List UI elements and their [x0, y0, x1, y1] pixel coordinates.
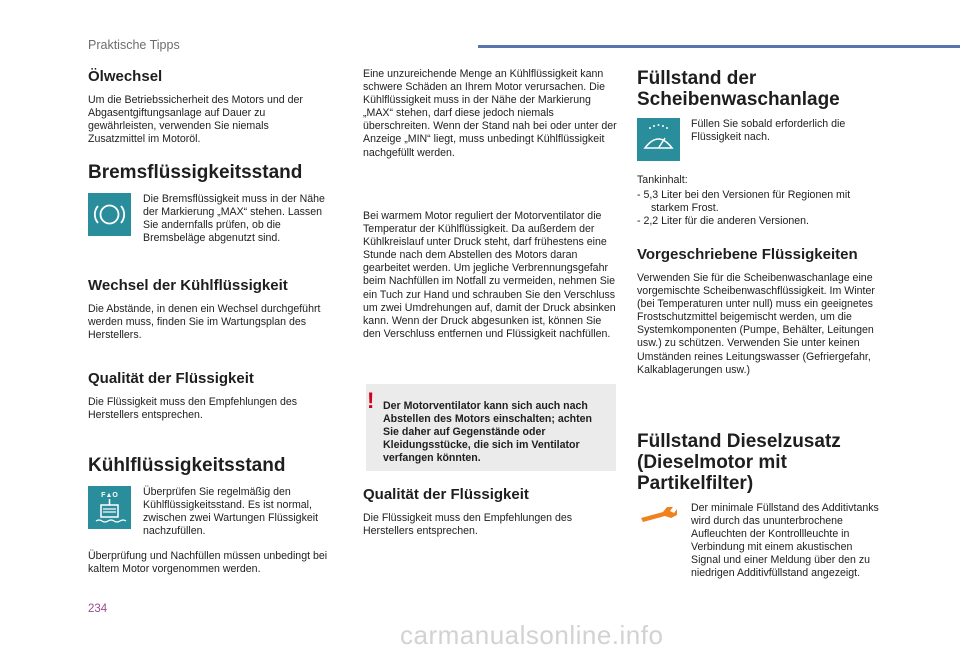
svg-text:F▲O: F▲O — [101, 492, 118, 499]
prescribed-fluids-heading: Vorgeschriebene Flüssigkeiten — [637, 246, 858, 263]
brake-fluid-heading: Bremsflüssigkeitsstand — [88, 162, 303, 183]
list-item: - 2,2 Liter für die anderen Versionen. — [637, 215, 809, 228]
diesel-additive-text: Der minimale Füllstand des Additivtanks wird durch das ununterbrochene Aufleuchten der Kontrollleuchte in Verbindung mit einem akustischen Signal und einer Meldung über den zu niedrigen Additivfüllstand angezeigt. — [691, 502, 879, 580]
brake-fluid-icon — [88, 193, 131, 236]
header-accent-bar — [478, 45, 960, 48]
washer-heading-line-1: Füllstand der — [637, 68, 757, 89]
coolant-change-text: Die Abstände, in denen ein Wechsel durchgeführt werden muss, finden Sie im Wartungsplan des Herstellers. — [88, 303, 321, 342]
oil-change-text: Um die Betriebssicherheit des Motors und der Abgasentgiftungsanlage auf Dauer zu gewährleisten, verwenden Sie niemals Zusatzmittel im Motoröl. — [88, 94, 303, 146]
diesel-additive-heading-line-2: (Dieselmotor mit — [637, 452, 787, 473]
coolant-hot-engine-para: Bei warmem Motor reguliert der Motorventilator die Temperatur der Kühlflüssigkeit. Da außerdem der Kühlkreislauf unter Druck steht, darf frühestens eine Stunde nach dem Abstellen des Motors daran gearbeitet werden. Um jegliche Verbrennungsgefahr beim Nachfüllen im Notfall zu vermeiden, nehmen Sie ein Tuch zur Hand und schrauben Sie den Verschluss um zwei Umdrehungen auf, damit der Druck absinken kann. Wenn der Druck abgesunken ist, können Sie den Verschluss entfernen und Flüssigkeit nachfüllen. — [363, 210, 616, 340]
washer-fluid-icon — [637, 118, 680, 161]
page-number: 234 — [88, 603, 108, 615]
quality-text-2: Die Flüssigkeit muss den Empfehlungen des Herstellers entsprechen. — [363, 512, 573, 538]
oil-change-heading: Ölwechsel — [88, 68, 163, 85]
diesel-additive-heading-line-1: Füllstand Dieselzusatz — [637, 431, 841, 452]
quality-heading-2: Qualität der Flüssigkeit — [363, 486, 529, 503]
section-label: Praktische Tipps — [88, 38, 180, 52]
coolant-level-icon — [88, 486, 131, 529]
list-item: - 5,3 Liter bei den Versionen für Regionen mit starkem Frost. — [637, 189, 851, 215]
prescribed-fluids-text: Verwenden Sie für die Scheibenwaschanlage eine vorgemischte Scheibenwaschflüssigkeit. Im Winter (bei Temperaturen unter null) muss ein geeignetes Frostschutzmittel beigemischt werden, um die Systemkomponenten (Pumpe, Behälter, Leitungen usw.) zu schützen. Verwenden Sie unter keinen Umständen reines Leitungswasser (Gefriergefahr, Kalkablagerungen usw.) — [637, 272, 875, 376]
quality-text-1: Die Flüssigkeit muss den Empfehlungen des Herstellers entsprechen. — [88, 396, 298, 422]
diesel-additive-heading-line-3: Partikelfilter) — [637, 473, 754, 494]
tank-capacity-label: Tankinhalt: — [637, 174, 688, 186]
warning-text: Der Motorventilator kann sich auch nach Abstellen des Motors einschalten; achten Sie daher auf Gegenstände oder Kleidungsstücke, die sich im Ventilator verfangen könnten. — [383, 399, 592, 464]
washer-heading-line-2: Scheibenwaschanlage — [637, 89, 840, 110]
watermark: carmanualsonline.info — [400, 620, 664, 650]
coolant-warning-para: Eine unzureichende Menge an Kühlflüssigkeit kann schwere Schäden an Ihrem Motor verursachen. Die Kühlflüssigkeit muss in der Nähe der Markierung „MAX“ stehen, darf diese jedoch niemals überschreiten. Wenn der Stand nah bei oder unter der Anzeige „MIN“ liegt, muss unbedingt Kühlflüssigkeit nachgefüllt werden. — [363, 68, 617, 159]
coolant-change-heading: Wechsel der Kühlflüssigkeit — [88, 277, 288, 294]
coolant-check-note: Überprüfung und Nachfüllen müssen unbedingt bei kaltem Motor vorgenommen werden. — [88, 550, 328, 576]
tank-capacity-list — [637, 189, 887, 228]
washer-text: Füllen Sie sobald erforderlich die Flüssigkeit nach. — [691, 118, 846, 144]
coolant-level-heading: Kühlflüssigkeitsstand — [88, 455, 286, 476]
quality-heading-1: Qualität der Flüssigkeit — [88, 370, 254, 387]
warning-mark: ! — [367, 388, 375, 413]
coolant-level-text: Überprüfen Sie regelmäßig den Kühlflüssigkeitsstand. Es ist normal, zwischen zwei Wartungen Flüssigkeit nachzufüllen. — [143, 486, 319, 538]
brake-fluid-text: Die Bremsflüssigkeit muss in der Nähe der Markierung „MAX“ stehen. Lassen Sie andernfalls prüfen, ob die Bremsbeläge abgenutzt sind. — [143, 193, 325, 245]
wrench-icon — [637, 504, 680, 524]
